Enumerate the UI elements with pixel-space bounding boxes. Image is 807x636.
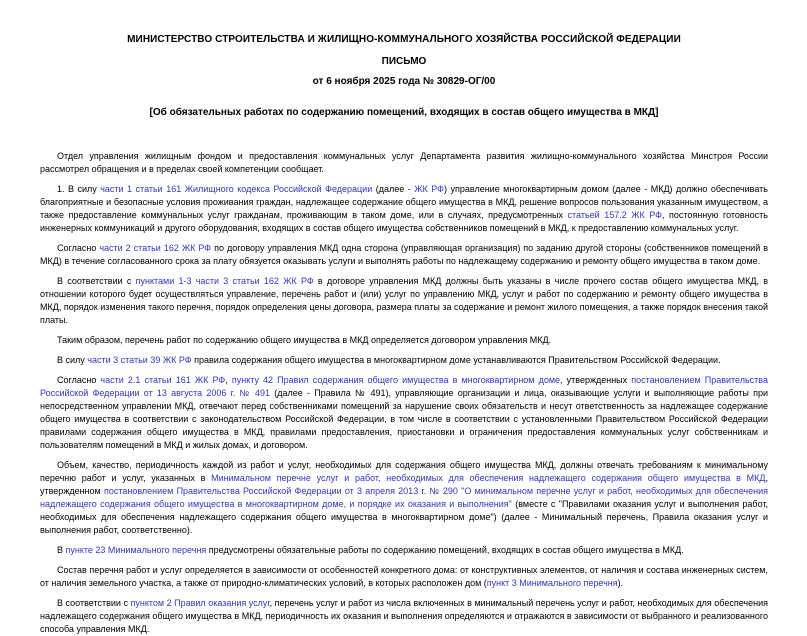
document-link[interactable]: ЖК РФ: [414, 184, 444, 194]
paragraph: [40, 459, 768, 537]
document-subject: [Об обязательных работах по содержанию помещений, входящих в состав общего имущества в МКД]: [149, 107, 659, 118]
paragraph-text: В: [57, 545, 66, 555]
document-link[interactable]: Минимальном перечне услуг и работ, необходимых для обеспечения надлежащего содержания общего имущества в МКД: [211, 473, 766, 483]
paragraph-text: , утвержденном: [40, 473, 768, 496]
paragraph: [40, 275, 768, 327]
paragraph-text: Согласно: [57, 243, 100, 253]
document-link[interactable]: части 1 статьи 161 Жилищного кодекса Российской Федерации: [100, 184, 373, 194]
document-link[interactable]: части 2.1 статьи 161 ЖК РФ: [100, 375, 226, 385]
paragraph-text: (далее - Правила № 491), управляющие организации и лица, оказывающие услуги и выполняющие работы при непосредственном управлении МКД, отвечают перед собственниками помещений за нарушение своих обязательств и несут ответственность за надлежащее содержание общего имущества в соответствии с законодательством Российской Федерации, в том числе в соответствии с установленными Правительством Российской Федерации правилами содержания общего имущества в МКД, правилами предоставления, приостановки и ограничения предоставления коммунальных услуг собственникам и пользователям помещений в МКД и жилых домах, и договором.: [40, 388, 768, 450]
paragraph: [40, 597, 768, 636]
paragraph-text: в договоре управления МКД должны быть указаны в числе прочего состав общего имущества МКД, в отношении которого будет осуществляться управление, перечень работ и (или) услуг по управлению МКД, услуг и работ по содержанию и ремонту общего имущества в МКД, порядок изменения такого перечня, порядок определения цены договора, размера платы за содержание и ремонт жилого помещения, а также порядок внесения такой платы.: [40, 276, 768, 325]
paragraph-text: ) управление многоквартирным домом (далее - МКД) должно обеспечивать благоприятные и безопасные условия проживания граждан, надлежащее содержание общего имущества в МКД, решение вопросов пользования указанным имуществом, а также предоставление коммунальных услуг гражданам, проживающим в таком доме, или в случаях, предусмотренных: [40, 184, 768, 220]
paragraph-text: В силу: [57, 355, 88, 365]
document-link[interactable]: части 3 статьи 39 ЖК РФ: [87, 355, 192, 365]
paragraph-text: предусмотрены обязательные работы по содержанию помещений, входящих в состав общего имущества в МКД.: [206, 545, 684, 555]
paragraph-text: , утвержденных: [560, 375, 632, 385]
ministry-name: МИНИСТЕРСТВО СТРОИТЕЛЬСТВА И ЖИЛИЩНО-КОММУНАЛЬНОГО ХОЗЯЙСТВА РОССИЙСКОЙ ФЕДЕРАЦИИ: [127, 34, 681, 45]
paragraph-text: Согласно: [57, 375, 101, 385]
paragraph-text: по договору управления МКД одна сторона (управляющая организация) по заданию другой стороны (собственников помещений в МКД) в течение согласованного срока за плату обязуется оказывать услуги и выполнять работы по надлежащему содержанию и ремонту общего имущества в таком доме.: [40, 243, 769, 266]
paragraph-text: правила содержания общего имущества в многоквартирном доме устанавливаются Правительством Российской Федерации.: [191, 355, 721, 365]
document-link[interactable]: пункту 42 Правил содержания общего имущества в многоквартирном доме: [231, 375, 561, 385]
document-link[interactable]: постановлением Правительства Российской Федерации от 3 апреля 2013 г. № 290 "О минимальном перечне услуг и работ, необходимых для обеспечения надлежащего содержания общего имущества в многоквартирном доме, и порядке их оказания и выполнения": [40, 486, 768, 509]
paragraph: [40, 150, 768, 176]
document-link[interactable]: статьей 157.2 ЖК РФ: [567, 210, 663, 220]
paragraph-text: Объем, качество, периодичность каждой из работ и услуг, необходимых для содержания общего имущества МКД, должны отвечать требованиям к минимальному перечню работ и услуг, указанных в: [40, 460, 768, 483]
paragraph: [40, 564, 768, 590]
paragraph-text: Таким образом, перечень работ по содержанию общего имущества в МКД определяется договором управления МКД.: [57, 335, 552, 345]
paragraph-text: Отдел управления жилищным фондом и предоставления коммунальных услуг Департамента развития жилищно-коммунального хозяйства Минстроя России рассмотрел обращения и в пределах своей компетенции сообщает.: [40, 151, 768, 174]
paragraph: [40, 354, 768, 367]
document-link[interactable]: пункт 3 Минимального перечня: [486, 578, 618, 588]
paragraph: [40, 183, 768, 235]
paragraph-text: , постоянную готовность инженерных коммуникаций и другого оборудования, входящих в состав общего имущества собственников помещений в МКД, к предоставлению коммунальных услуг.: [40, 210, 768, 233]
paragraph-text: В соответствии с: [57, 276, 136, 286]
paragraph-text: ).: [617, 578, 624, 588]
paragraph-text: 1. В силу: [57, 184, 101, 194]
paragraph-text: (вместе с "Правилами оказания услуг и выполнения работ, необходимых для обеспечения надлежащего содержания общего имущества в многоквартирном доме") (далее - Минимальный перечень, Правила оказания услуг и выполнения работ, соответственно).: [40, 499, 768, 535]
paragraph: [40, 544, 768, 557]
document-type: ПИСЬМО: [381, 56, 427, 67]
paragraph: [40, 334, 768, 347]
paragraph-text: В соответствии с: [57, 598, 131, 608]
document-link[interactable]: пункте 23 Минимального перечня: [65, 545, 207, 555]
document-date-number: от 6 ноября 2025 года № 30829-ОГ/00: [312, 76, 496, 87]
document-link[interactable]: пунктами 1-3 части 3 статьи 162 ЖК РФ: [135, 276, 314, 286]
paragraph-text: ,: [225, 375, 232, 385]
document-link[interactable]: пунктом 2 Правил оказания услуг: [130, 598, 270, 608]
document-body: [40, 150, 768, 636]
document-link[interactable]: постановлением Правительства Российской Федерации от 13 августа 2006 г. № 491: [40, 375, 768, 398]
document-link[interactable]: части 2 статьи 162 ЖК РФ: [99, 243, 212, 253]
paragraph-text: (далее -: [372, 184, 415, 194]
paragraph-text: Состав перечня работ и услуг определяется в зависимости от особенностей конкретного дома: от конструктивных элементов, от наличия и состава инженерных систем, от наличия земельного участка, а также от природно-климатических условий, в которых расположен дом (: [40, 565, 768, 588]
paragraph: [40, 374, 768, 452]
paragraph-text: , перечень услуг и работ из числа включенных в минимальный перечень услуг и работ, необходимых для обеспечения надлежащего содержания общего имущества в МКД, периодичность их оказания и выполнения определяются и отражаются в зависимости от выбранного и реализованного способа управления МКД.: [40, 598, 769, 634]
paragraph: [40, 242, 768, 268]
document-header: [40, 34, 768, 119]
